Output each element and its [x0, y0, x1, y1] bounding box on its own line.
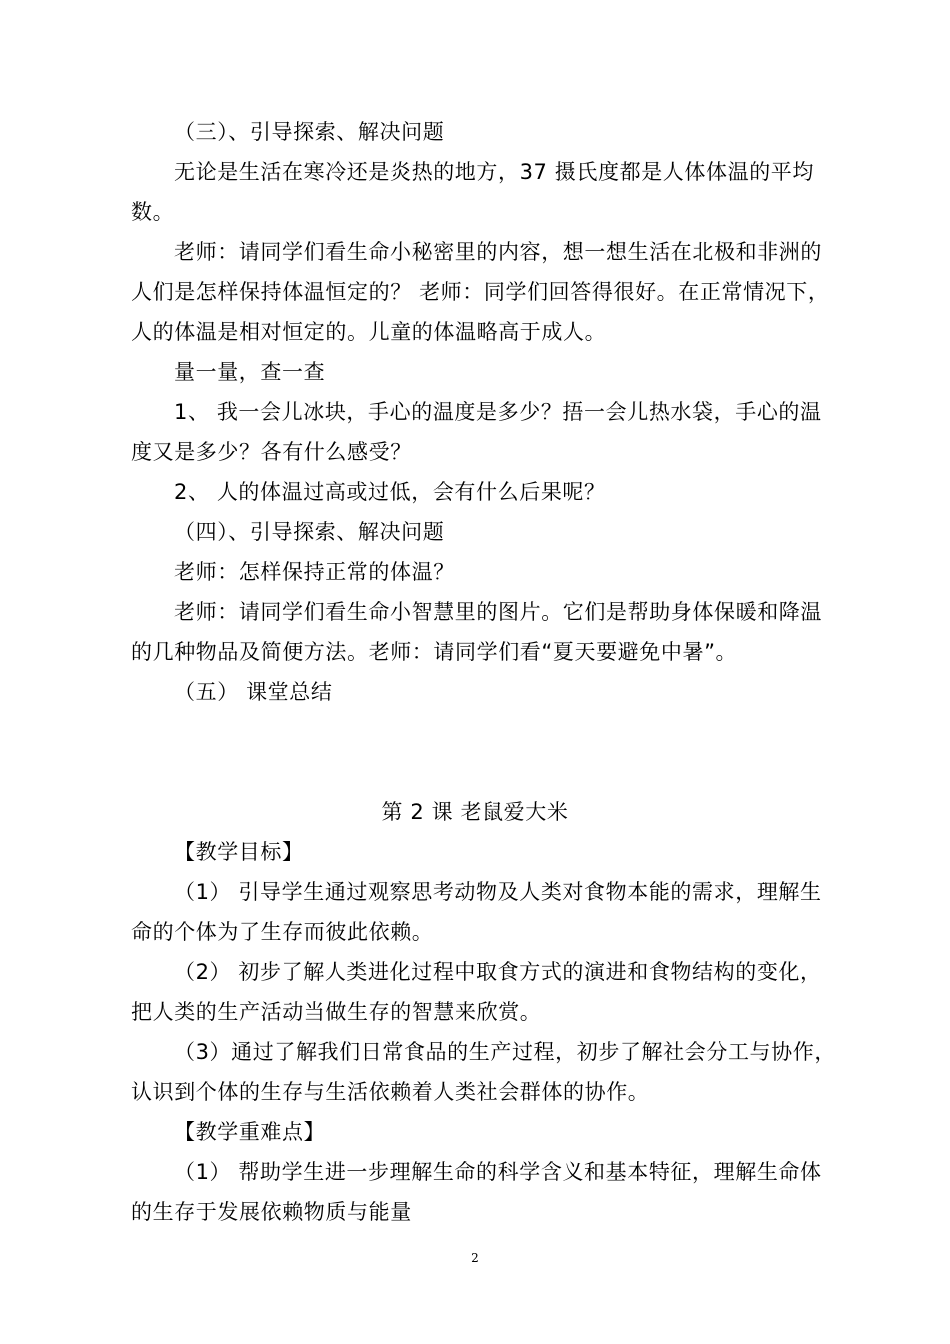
- paragraph-line: 老师：怎样保持正常的体温？: [174, 560, 455, 584]
- paragraph-line: 人们是怎样保持体温恒定的？ 老师：同学们回答得很好。在正常情况下，: [131, 280, 830, 304]
- paragraph-line: 人的体温是相对恒定的。儿童的体温略高于成人。: [131, 320, 607, 344]
- goal-item: （2） 初步了解人类进化过程中取食方式的演进和食物结构的变化，: [174, 960, 822, 984]
- list-item-continuation: 度又是多少？各有什么感受？: [131, 440, 412, 464]
- key-point-item-continuation: 的生存于发展依赖物质与能量: [131, 1200, 412, 1224]
- paragraph-line: 无论是生活在寒冷还是炎热的地方，37 摄氏度都是人体体温的平均: [174, 160, 814, 184]
- lesson-title: 第 2 课 老鼠爱大米: [381, 800, 569, 824]
- list-item: 2、 人的体温过高或过低，会有什么后果呢？: [174, 480, 606, 504]
- goal-item-continuation: 认识到个体的生存与生活依赖着人类社会群体的协作。: [131, 1080, 650, 1104]
- paragraph-line: 老师：请同学们看生命小智慧里的图片。它们是帮助身体保暖和降温: [174, 600, 822, 624]
- page-number: 2: [471, 1251, 479, 1265]
- section-heading-3: （三）、引导探索、解决问题: [174, 120, 445, 144]
- goal-item-continuation: 命的个体为了生存而彼此依赖。: [131, 920, 434, 944]
- key-points-heading: 【教学重难点】: [174, 1120, 326, 1144]
- section-heading-4: （四）、引导探索、解决问题: [174, 520, 445, 544]
- teaching-goals-heading: 【教学目标】: [174, 840, 304, 864]
- goal-item-continuation: 把人类的生产活动当做生存的智慧来欣赏。: [131, 1000, 542, 1024]
- goal-item: （3）通过了解我们日常食品的生产过程，初步了解社会分工与协作，: [174, 1040, 836, 1064]
- goal-item: （1） 引导学生通过观察思考动物及人类对食物本能的需求，理解生: [174, 880, 822, 904]
- section-heading-5: （五） 课堂总结: [174, 680, 333, 704]
- paragraph-line: 老师：请同学们看生命小秘密里的内容，想一想生活在北极和非洲的: [174, 240, 822, 264]
- key-point-item: （1） 帮助学生进一步理解生命的科学含义和基本特征，理解生命体: [174, 1160, 822, 1184]
- list-item: 1、 我一会儿冰块，手心的温度是多少？捂一会儿热水袋，手心的温: [174, 400, 822, 424]
- activity-title: 量一量，查一查: [174, 360, 326, 384]
- paragraph-line: 的几种物品及简便方法。老师：请同学们看“夏天要避免中暑”。: [131, 640, 738, 664]
- paragraph-line: 数。: [131, 200, 175, 224]
